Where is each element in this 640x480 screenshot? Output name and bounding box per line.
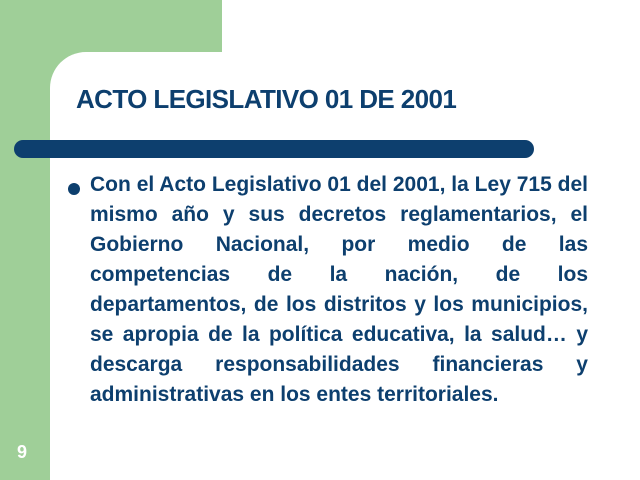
bullet-icon <box>68 183 80 195</box>
bullet-item: Con el Acto Legislativo 01 del 2001, la Ley 715 del mismo año y sus decretos reglamentarios, el Gobierno Nacional, por medio de las competencias de la nación, de los departamentos, de los distritos y los municipios, se apropia de la política educativa, la salud… y descarga responsabilidades financieras y administrativas en los entes territoriales. <box>90 173 588 406</box>
slide-title: ACTO LEGISLATIVO 01 DE 2001 <box>76 84 457 114</box>
title-underline-bar <box>14 140 534 158</box>
slide-number: 9 <box>17 442 28 462</box>
